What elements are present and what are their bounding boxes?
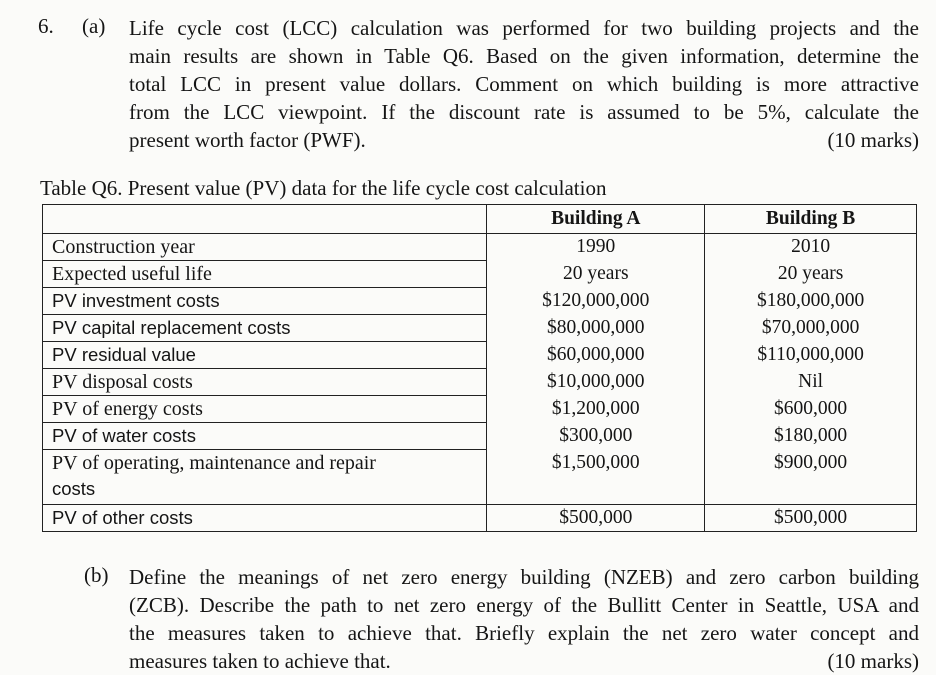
part-a-line <box>129 126 919 154</box>
row-label: PV investment costs <box>43 288 487 315</box>
value-building-a: $120,000,000 <box>487 288 705 315</box>
part-b-label: (b) <box>84 563 109 587</box>
part-b-line: the measures taken to achieve that. Briefly explain the net zero water concept and <box>129 621 919 645</box>
value-building-a: $10,000,000 <box>487 369 705 396</box>
value-building-a: $300,000 <box>487 423 705 450</box>
part-a-line: from the LCC viewpoint. If the discount rate is assumed to be 5%, calculate the <box>129 100 919 124</box>
table-row <box>43 423 917 450</box>
part-a-line: Life cycle cost (LCC) calculation was performed for two building projects and the <box>129 16 919 40</box>
value-building-a: $1,200,000 <box>487 396 705 423</box>
value-building-b: 2010 <box>705 234 917 261</box>
header-building-a: Building A <box>487 205 705 234</box>
row-label: PV capital replacement costs <box>43 315 487 342</box>
value-building-b: $180,000,000 <box>705 288 917 315</box>
value-building-b: 20 years <box>705 261 917 288</box>
value-building-b: $110,000,000 <box>705 342 917 369</box>
value-building-b: $180,000 <box>705 423 917 450</box>
question-number: 6. <box>38 14 54 38</box>
part-b-line: (ZCB). Describe the path to net zero energy of the Bullitt Center in Seattle, USA and <box>129 593 919 617</box>
value-building-b: $70,000,000 <box>705 315 917 342</box>
row-label: PV disposal costs <box>43 369 487 396</box>
header-building-b: Building B <box>705 205 917 234</box>
part-b-marks: (10 marks) <box>827 649 919 673</box>
value-building-b: $600,000 <box>705 396 917 423</box>
table-row <box>43 261 917 288</box>
row-label: PV residual value <box>43 342 487 369</box>
part-a-label: (a) <box>82 14 106 38</box>
header-blank <box>43 205 487 234</box>
value-building-a: 20 years <box>487 261 705 288</box>
part-a-line: main results are shown in Table Q6. Based on the given information, determine the <box>129 44 919 68</box>
part-b-line <box>129 647 919 675</box>
table-row <box>43 234 917 261</box>
value-building-b: $500,000 <box>705 505 917 532</box>
table-header-row <box>43 205 917 234</box>
value-building-a: 1990 <box>487 234 705 261</box>
table-row <box>43 505 917 532</box>
value-building-b: Nil <box>705 369 917 396</box>
value-building-a: $80,000,000 <box>487 315 705 342</box>
value-building-a: $60,000,000 <box>487 342 705 369</box>
part-b-line: Define the meanings of net zero energy building (NZEB) and zero carbon building <box>129 565 919 589</box>
row-label: Construction year <box>43 234 487 261</box>
table-row <box>43 315 917 342</box>
table-row <box>43 342 917 369</box>
value-building-a: $500,000 <box>487 505 705 532</box>
table-row <box>43 450 917 505</box>
table-caption: Table Q6. Present value (PV) data for the life cycle cost calculation <box>40 176 607 200</box>
table-row <box>43 396 917 423</box>
part-b-text <box>129 563 919 675</box>
row-label: PV of water costs <box>43 423 487 450</box>
row-label: PV of other costs <box>43 505 487 532</box>
part-a-line: total LCC in present value dollars. Comment on which building is more attractive <box>129 72 919 96</box>
row-label: PV of energy costs <box>43 396 487 423</box>
row-label: Expected useful life <box>43 261 487 288</box>
table-row <box>43 369 917 396</box>
row-label-line-1: PV of operating, maintenance and repair <box>52 452 376 474</box>
value-building-a: $1,500,000 <box>487 450 705 505</box>
row-label-line-2: costs <box>52 478 96 499</box>
part-a-last-text: present worth factor (PWF). <box>129 128 366 152</box>
row-label <box>43 450 487 505</box>
part-a-marks: (10 marks) <box>827 128 919 152</box>
part-b-last-text: measures taken to achieve that. <box>129 649 391 673</box>
value-building-b: $900,000 <box>705 450 917 505</box>
part-a-text <box>129 14 919 154</box>
pv-data-table <box>42 204 917 532</box>
table-row <box>43 288 917 315</box>
